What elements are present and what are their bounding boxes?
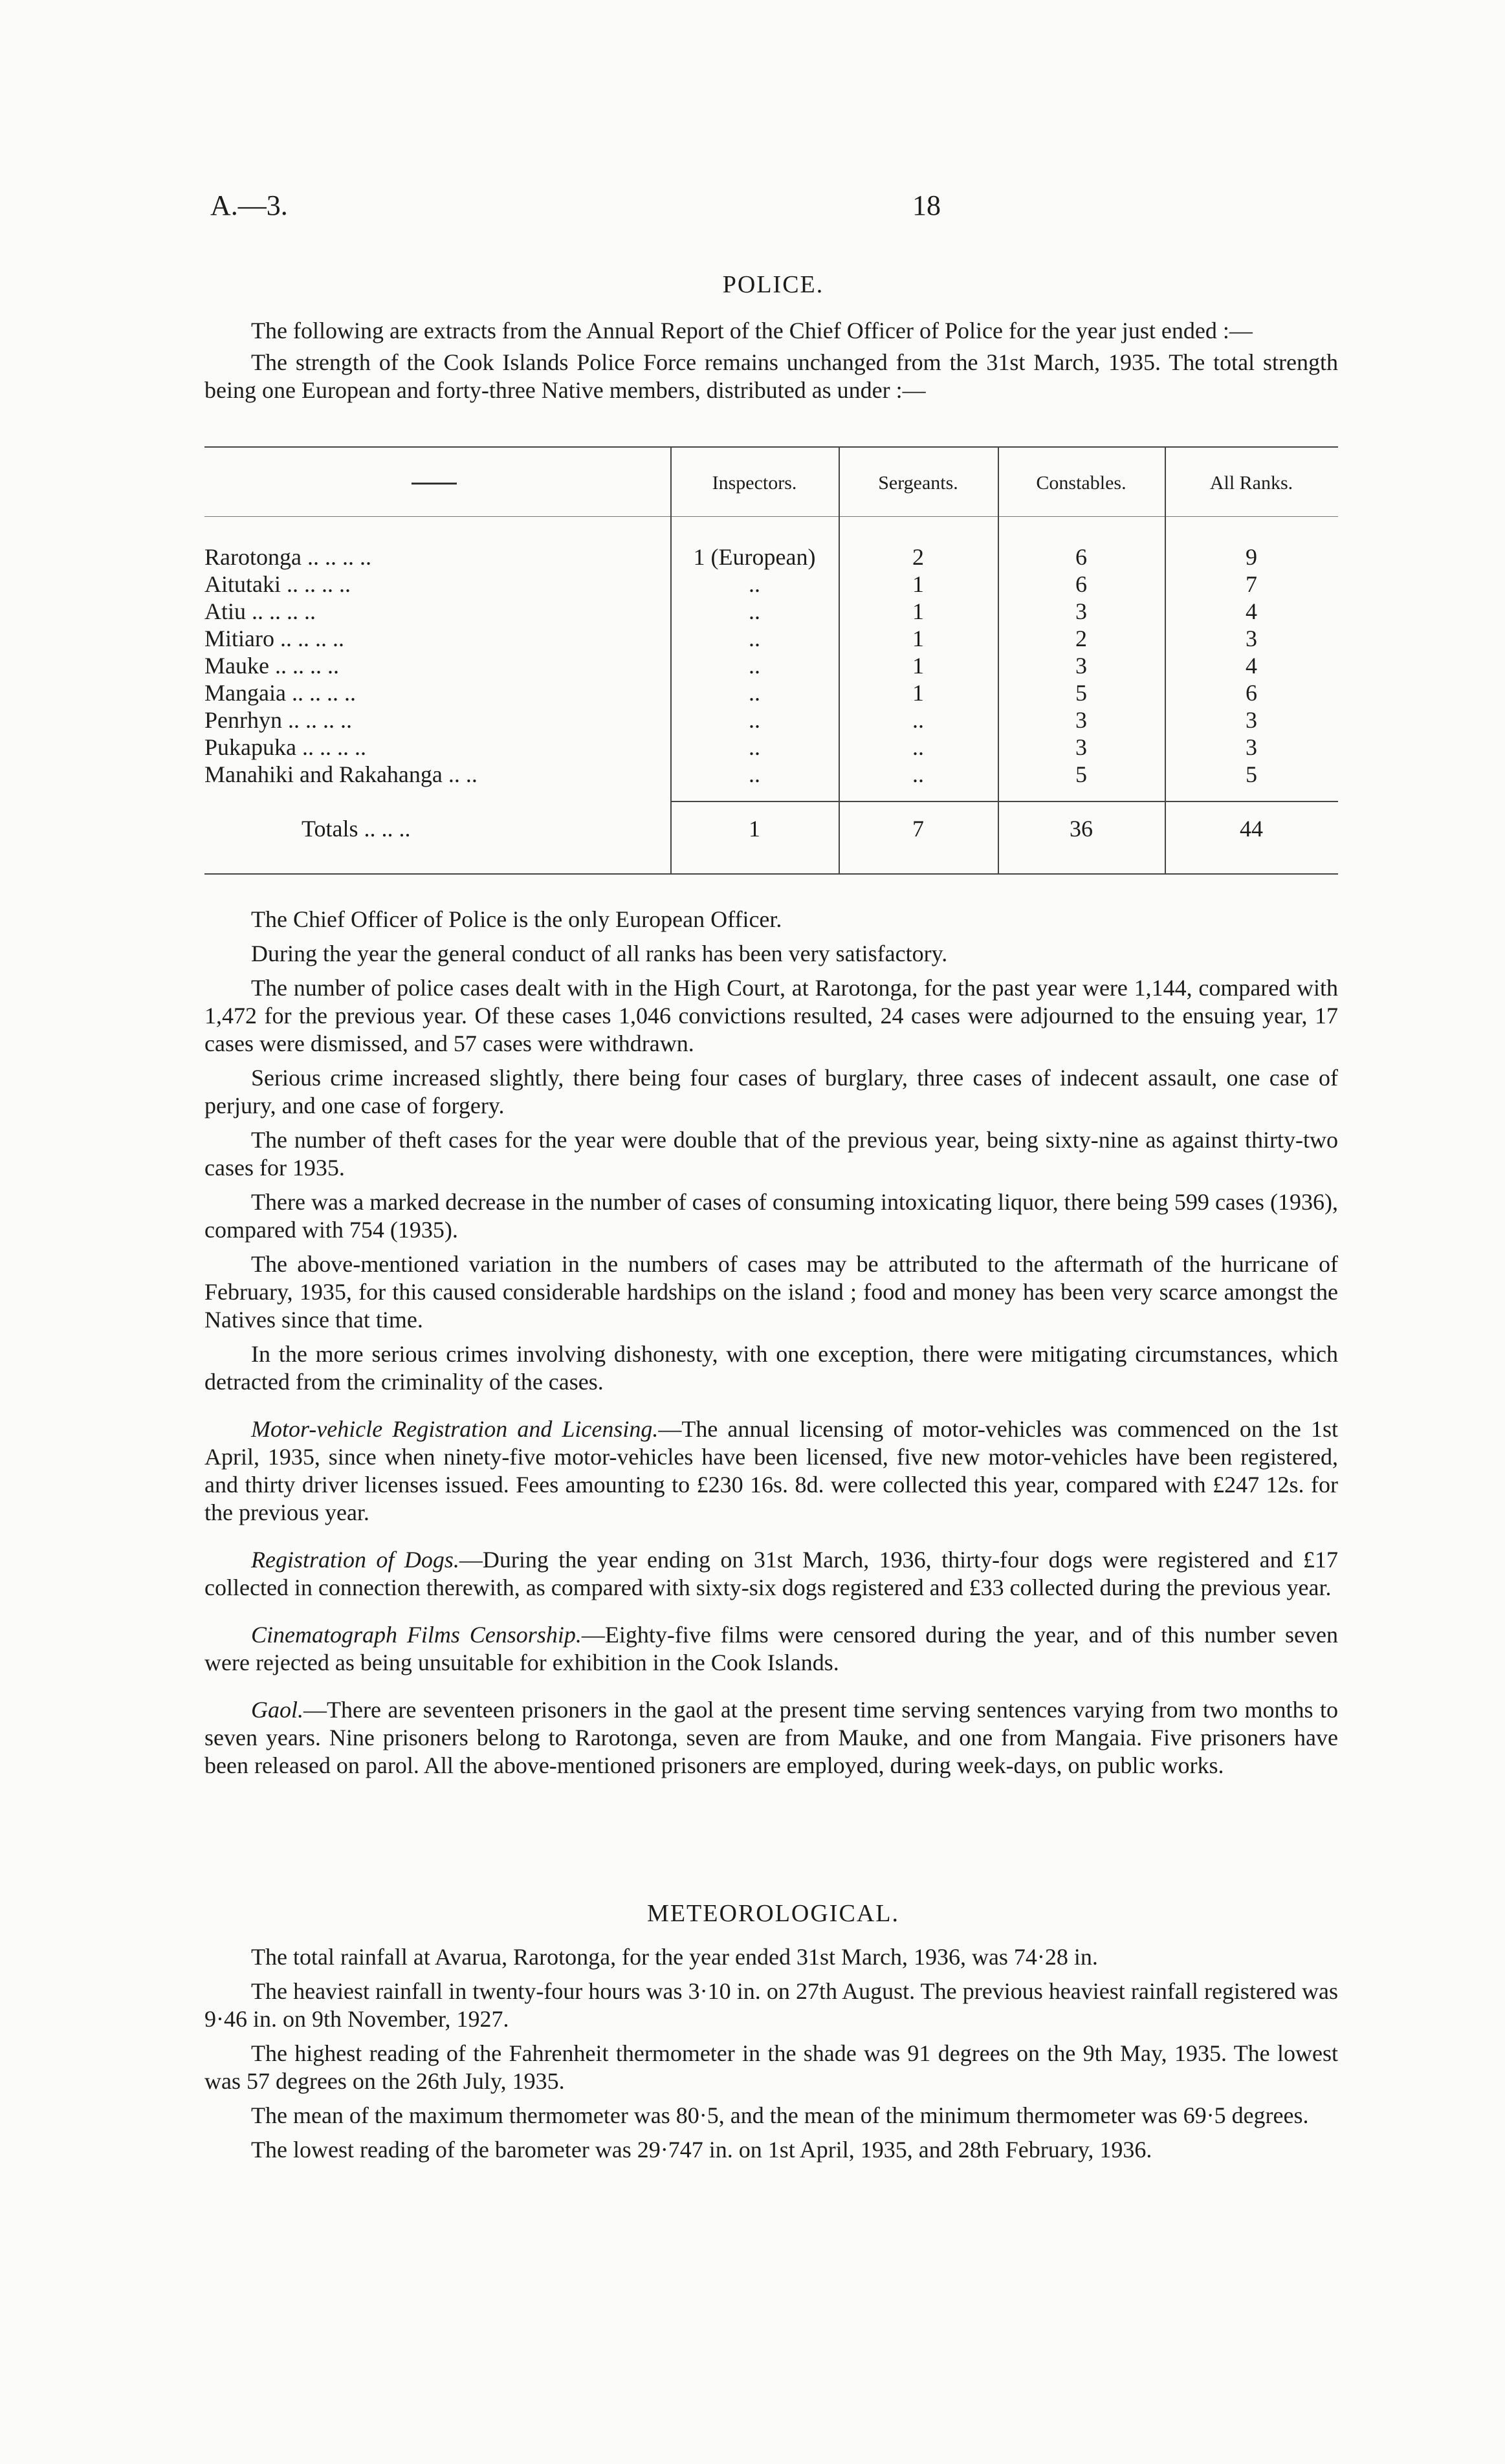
police-report-body [204, 906, 1338, 1786]
table-row [204, 625, 1338, 651]
row-constables: 3 [1075, 707, 1087, 733]
row-station: Mauke .. .. .. .. [204, 653, 339, 679]
table-totals-rule [670, 801, 1338, 802]
motor-vehicle-paragraph [204, 1415, 1338, 1527]
row-all-ranks: 6 [1246, 680, 1257, 706]
row-all-ranks: 3 [1246, 734, 1257, 760]
row-inspectors: .. [749, 707, 760, 733]
meteorological-section-title: METEOROLOGICAL. [647, 1900, 899, 1927]
row-sergeants: 1 [912, 571, 924, 597]
row-all-ranks: 3 [1246, 626, 1257, 651]
paragraph-text: —The annual licensing of motor-vehicles was commenced on the 1st April, 1935, since when ninety-five motor-vehicles have been licensed, five new motor-vehicles have been registered, and thirty driver licenses issued. Fees amounting to £230 16s. 8d. were collected this year, compared with £247 12s. for the previous year. [204, 1416, 1338, 1525]
paragraph-heading: Gaol. [251, 1697, 303, 1723]
stub-column-dash [412, 483, 457, 485]
table-bottom-rule [204, 873, 1338, 875]
row-constables: 3 [1075, 653, 1087, 679]
paragraph-heading: Cinematograph Films Censorship. [251, 1622, 582, 1648]
row-sergeants: 1 [912, 680, 924, 706]
table-row [204, 679, 1338, 705]
dogs-paragraph [204, 1546, 1338, 1602]
row-constables: 3 [1075, 734, 1087, 760]
intro-paragraph-1: The following are extracts from the Annual Report of the Chief Officer of Police for the year just ended :— [251, 318, 1253, 343]
row-sergeants: 1 [912, 653, 924, 679]
page-header [210, 189, 1336, 228]
paragraph: During the year the general conduct of all ranks has been very satisfactory. [251, 941, 948, 966]
totals-constables: 36 [1070, 816, 1093, 842]
row-constables: 6 [1075, 571, 1087, 597]
paragraph-text: —There are seventeen prisoners in the gaol at the present time serving sentences varying from two months to seven years. Nine prisoners belong to Rarotonga, seven are from Mauke, and one from Mangaia. Five prisoners have been released on parol. All the above-mentioned prisoners are employed, during week-days, on public works. [204, 1697, 1338, 1778]
paragraph-heading: Registration of Dogs. [251, 1547, 459, 1573]
row-inspectors: .. [749, 571, 760, 597]
row-station: Mangaia .. .. .. .. [204, 680, 356, 706]
document-reference: A.—3. [210, 190, 288, 221]
paragraph: The heaviest rainfall in twenty-four hours was 3·10 in. on 27th August. The previous heaviest rainfall registered was 9·46 in. on 9th November, 1927. [204, 1978, 1338, 2032]
row-all-ranks: 4 [1246, 653, 1257, 679]
row-inspectors: 1 (European) [693, 544, 816, 570]
row-all-ranks: 5 [1246, 761, 1257, 787]
row-inspectors: .. [749, 761, 760, 787]
row-station: Atiu .. .. .. .. [204, 598, 316, 624]
row-sergeants: .. [912, 707, 924, 733]
paragraph: The above-mentioned variation in the numbers of cases may be attributed to the aftermath of the hurricane of February, 1935, for this caused considerable hardships on the island ; food and money has been very scarce amongst the Natives since that time. [204, 1251, 1338, 1333]
totals-inspectors: 1 [749, 816, 760, 842]
paragraph-text: —During the year ending on 31st March, 1936, thirty-four dogs were registered and £17 collected in connection therewith, as compared with sixty-six dogs registered and £33 collected during the previous year. [204, 1547, 1338, 1600]
police-section-title: POLICE. [722, 271, 824, 298]
row-constables: 3 [1075, 598, 1087, 624]
row-station: Mitiaro .. .. .. .. [204, 626, 344, 651]
gaol-paragraph [204, 1696, 1338, 1780]
row-sergeants: 1 [912, 598, 924, 624]
table-row [204, 761, 1338, 787]
intro-paragraph-2: The strength of the Cook Islands Police Force remains unchanged from the 31st March, 1935. The total strength being one European and forty-three Native members, distributed as under :— [204, 349, 1338, 403]
table-row [204, 543, 1338, 569]
paragraph: The lowest reading of the barometer was 29·747 in. on 1st April, 1935, and 28th February, 1936. [251, 2137, 1152, 2163]
paragraph: There was a marked decrease in the number of cases of consuming intoxicating liquor, there being 599 cases (1936), compared with 754 (1935). [204, 1189, 1338, 1243]
films-paragraph [204, 1621, 1338, 1677]
col-header-all-ranks: All Ranks. [1209, 472, 1293, 494]
police-intro [204, 317, 1338, 404]
paragraph-heading: Motor-vehicle Registration and Licensing. [251, 1416, 659, 1442]
paragraph-text: —Eighty-five films were censored during the year, and of this number seven were rejected as being unsuitable for exhibition in the Cook Islands. [204, 1622, 1338, 1675]
row-sergeants: 1 [912, 626, 924, 651]
row-all-ranks: 3 [1246, 707, 1257, 733]
table-totals-row [204, 815, 1338, 841]
row-all-ranks: 9 [1246, 544, 1257, 570]
row-sergeants: .. [912, 761, 924, 787]
totals-sergeants: 7 [912, 816, 924, 842]
paragraph: The Chief Officer of Police is the only European Officer. [251, 906, 782, 932]
paragraph: The total rainfall at Avarua, Rarotonga, for the year ended 31st March, 1936, was 74·28 in. [251, 1944, 1098, 1970]
paragraph: The mean of the maximum thermometer was 80·5, and the mean of the minimum thermometer was 69·5 degrees. [251, 2102, 1309, 2128]
table-row [204, 706, 1338, 732]
row-station: Rarotonga .. .. .. .. [204, 544, 371, 570]
row-inspectors: .. [749, 734, 760, 760]
paragraph: In the more serious crimes involving dishonesty, with one exception, there were mitigating circumstances, which detracted from the criminality of the cases. [204, 1341, 1338, 1395]
row-constables: 6 [1075, 544, 1087, 570]
totals-label: Totals .. .. .. [302, 816, 411, 842]
table-row [204, 734, 1338, 759]
col-header-constables: Constables. [1036, 472, 1126, 494]
row-inspectors: .. [749, 598, 760, 624]
row-constables: 5 [1075, 680, 1087, 706]
page-number: 18 [912, 190, 941, 221]
row-station: Penrhyn .. .. .. .. [204, 707, 352, 733]
row-inspectors: .. [749, 680, 760, 706]
row-station: Aitutaki .. .. .. .. [204, 571, 351, 597]
table-top-rule [204, 446, 1338, 448]
paragraph: The highest reading of the Fahrenheit thermometer in the shade was 91 degrees on the 9th May, 1935. The lowest was 57 degrees on the 26th July, 1935. [204, 2040, 1338, 2094]
row-sergeants: 2 [912, 544, 924, 570]
col-header-inspectors: Inspectors. [712, 472, 797, 494]
table-header-rule [204, 516, 1338, 517]
row-sergeants: .. [912, 734, 924, 760]
row-inspectors: .. [749, 653, 760, 679]
row-station: Manahiki and Rakahanga .. .. [204, 761, 478, 787]
row-constables: 5 [1075, 761, 1087, 787]
row-all-ranks: 4 [1246, 598, 1257, 624]
row-constables: 2 [1075, 626, 1087, 651]
table-row [204, 571, 1338, 596]
row-all-ranks: 7 [1246, 571, 1257, 597]
col-header-sergeants: Sergeants. [878, 472, 958, 494]
paragraph: The number of police cases dealt with in the High Court, at Rarotonga, for the past year were 1,144, compared with 1,472 for the previous year. Of these cases 1,046 convictions resulted, 24 cases were adjourned to the ensuing year, 17 cases were dismissed, and 57 cases were withdrawn. [204, 975, 1338, 1056]
table-row [204, 598, 1338, 624]
paragraph: The number of theft cases for the year were double that of the previous year, being sixty-nine as against thirty-two cases for 1935. [204, 1127, 1338, 1181]
table-row [204, 652, 1338, 678]
totals-all-ranks: 44 [1240, 816, 1263, 842]
police-strength-table [204, 446, 1338, 877]
row-station: Pukapuka .. .. .. .. [204, 734, 366, 760]
paragraph: Serious crime increased slightly, there being four cases of burglary, three cases of indecent assault, one case of perjury, and one case of forgery. [204, 1065, 1338, 1118]
row-inspectors: .. [749, 626, 760, 651]
meteorological-body [204, 1943, 1338, 2170]
